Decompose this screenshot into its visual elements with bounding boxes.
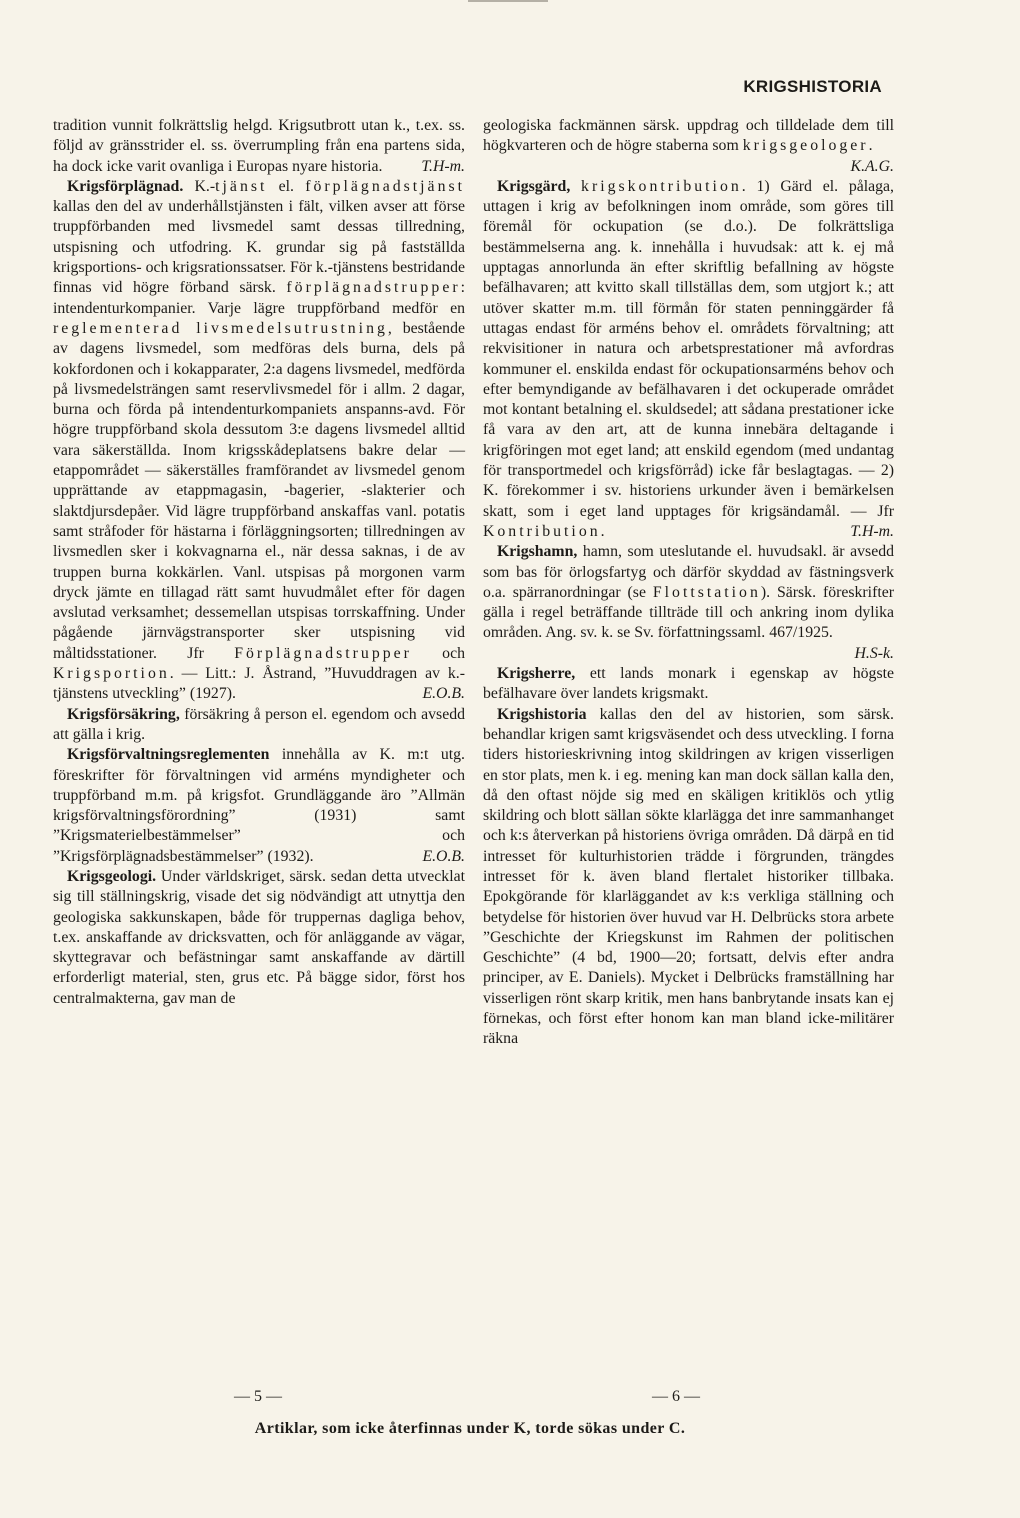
article-krigsherre: Krigsherre, ett lands monark i egenskap av högste befälhavare över landets krigsmakt. xyxy=(483,665,894,703)
author-signature: K.A.G. xyxy=(850,157,894,175)
author-signature: E.O.B. xyxy=(422,847,465,865)
article-krigsgard: Krigsgärd, krigskontribution. 1) Gärd el. pålaga, uttagen i krig av befolkningen inom område, som göres till föremål för ockupation (se d.o.). De folkrättsliga bestämmelserna ang. k. innehålla i huvudsak: att k. ej må upptagas annorlunda än efter skriftlig befallning av högste befälhavaren; att kvitto skall tillställas dem, som utgjort k.; att utöver skatter m.m. till förmån för staten penninggärder få uttagas endast för arméns behov el. områdets förvaltning; att rekvisitioner in natura och arbetsprestationer må avfordras kommuner el. enskilda endast för ockupationsarméns behov och efter bemyndigande av befälhavaren i det ockuperade området mot kontant betalning el. skuldsedel; att sådana prestationer icke få vara av den art, att de kunna innebära deltagande i krigföringen mot eget land; att enskild egendom (med undantag för transportmedel och krigsförråd) icke får beslagtagas. — 2) K. förekommer i sv. historiens urkunder även i bemärkelsen skatt, som i eget land upptages för krigsändamål. — Jfr Kontribution. T.H-m. xyxy=(483,177,894,542)
footer-note: Artiklar, som icke återfinnas under K, torde sökas under C. xyxy=(254,1420,686,1437)
article-krigsforvaltningsreglementen: Krigsförvaltningsreglementen innehålla av K. m:t utg. föreskrifter för förvaltningen vid arméns myndigheter och truppförband m.m. på krigsfot. Grundläggande äro ”Allmän krigsförvaltningsförordning” (1931) samt ”Krigsmaterielbestämmelser” och ”Krigsförplägnadsbestämmelser” (1932). E.O.B. xyxy=(53,745,465,867)
top-rule xyxy=(468,0,548,2)
article-krigsgeologi: Krigsgeologi. Under världskriget, särsk. sedan detta utvecklat sig till ställningskrig, visade det sig nödvändigt att utnyttja den geologiska sakkunskapen, både för truppernas dagliga behov, t.ex. anskaffande av dricksvatten, och för anläggande av vägar, skyttegravar och befästningar samt anskaffande av därtill erforderligt material, sten, grus etc. På bägge sidor, först hos centralmakterna, gav man de xyxy=(53,867,465,1007)
article-krigshamn: Krigshamn, hamn, som uteslutande el. huvudsakl. är avsedd som bas för örlogsfartyg och därför skyddad av fästningsverk o.a. spärranordningar (se Flottstation). Särsk. föreskrifter gälla i regel beträffande tillträde till och ankring inom dylika områden. Ang. sv. k. se Sv. författningssaml. 467/1925. H.S-k. xyxy=(483,542,894,664)
page-number-left: — 5 — xyxy=(234,1388,282,1405)
article-krigsutbrott-end: tradition vunnit folkrättslig helgd. Krigsutbrott utan k., t.ex. ss. följd av gränsstrider el. ss. överrumpling från ena partens sida, ha dock icke varit ovanliga i Europas nyare historia. T.H-m. xyxy=(53,116,465,177)
article-krigshistoria: Krigshistoria kallas den del av historien, som särsk. behandlar krigen samt krigsväsendet och dess utveckling. I forna tiders historieskrivning intog skildringen av krigen visserligen en stor plats, men k. i eg. mening kan man dock sällan kalla den, då den oftast nöjde sig med en skäligen kritiklös och ytlig skildring och blott sällan sökte klarlägga det inre sammanhanget och k:s återverkan på historiens övriga områden. Då därpå en tid intresset för kulturhistorien trädde i förgrunden, trängdes intresset för k. även bland flertalet historiker tillbaka. Epokgörande för klarläggandet av k:s verkliga ställning och betydelse för historien över huvud var H. Delbrücks stora arbete ”Geschichte der Kriegskunst im Rahmen der politischen Geschichte” (4 bd, 1900—20; fortsatt, delvis efter andra principer, av E. Daniels). Mycket i Delbrücks framställning har visserligen rönt skarp kritik, men hans banbrytande insats kan ej förnekas, och först efter honom kan man bland icke-militärer räkna xyxy=(483,705,894,1048)
article-krigsgeologi-continued: geologiska fackmännen särsk. uppdrag och tilldelade dem till högkvarteren och de högre staberna som krigsgeologer. K.A.G. xyxy=(483,116,894,177)
page-number-right: — 6 — xyxy=(652,1388,700,1405)
headword: Krigsgeologi. xyxy=(67,867,157,885)
author-signature: T.H-m. xyxy=(421,157,465,175)
article-krigsforplagnad: Krigsförplägnad. K.-tjänst el. förplägnadstjänst kallas den del av underhållstjänsten i fält, vilken avser att förse truppförbanden med livsmedel samt dessas tillredning, utspisning och utfodring. K. grundar sig på fastställda krigsportions- och krigsrationssatser. För k.-tjänstens bestridande finnas vid högre förband särsk. förplägnadstrupper: intendenturkompanier. Varje lägre truppförband medför en reglementerad livsmedelsutrustning, bestående av dagens livsmedel, som medföras dels burna, dels på kokfordonen och i kokapparater, 2:a dagens livsmedel, medförda på livsmedelsträngen samt reservlivsmedel för i allm. 2 dagar, burna och förda på intendenturkompaniets anspanns-avd. För högre truppförband skola dessutom 3:e dagens livsmedel alltid vara säkerställda. Inom krigsskådeplatsens bakre delar — etappområdet — säkerställes framförandet av livsmedel genom upprättande av etappmagasin, -bagerier, -slakterier och slaktdjursdepåer. Vid lägre truppförband anskaffas vanl. potatis samt stråfoder för hästarna i förläggningsorten; tillredningen av livsmedlen sker i kokvagnarna el., när dessa saknas, i de av truppen burna kokkärlen. Vanl. utspisas på morgonen varm dryck jämte en tillagad rätt samt huvudmålet efter för dagen avslutad verksamhet; dessemellan utspisas torrskaffning. Under pågående järnvägstransporter sker utspisning vid måltidsstationer. Jfr Förplägnadstrupper och Krigsportion. — Litt.: J. Åstrand, ”Huvuddragen av k.-tjänstens utveckling” (1927). E.O.B. xyxy=(53,177,465,705)
article-krigsforsakring: Krigsförsäkring, försäkring å person el. egendom och avsedd att gälla i krig. xyxy=(53,705,465,743)
author-signature: H.S-k. xyxy=(854,644,894,662)
right-column xyxy=(483,116,894,1050)
author-signature: E.O.B. xyxy=(422,685,465,703)
running-head: KRIGSHISTORIA xyxy=(743,77,882,96)
headword: Krigsförplägnad. xyxy=(67,177,184,195)
headword: Krigshistoria xyxy=(497,705,587,723)
headword: Krigsförvaltningsreglementen xyxy=(67,746,270,764)
headword: Krigshamn, xyxy=(497,543,578,561)
headword: Krigsförsäkring, xyxy=(67,705,180,723)
headword: Krigsherre, xyxy=(497,665,576,683)
headword: Krigsgärd, xyxy=(497,177,571,195)
author-signature: T.H-m. xyxy=(850,522,894,540)
left-column xyxy=(53,116,465,1009)
